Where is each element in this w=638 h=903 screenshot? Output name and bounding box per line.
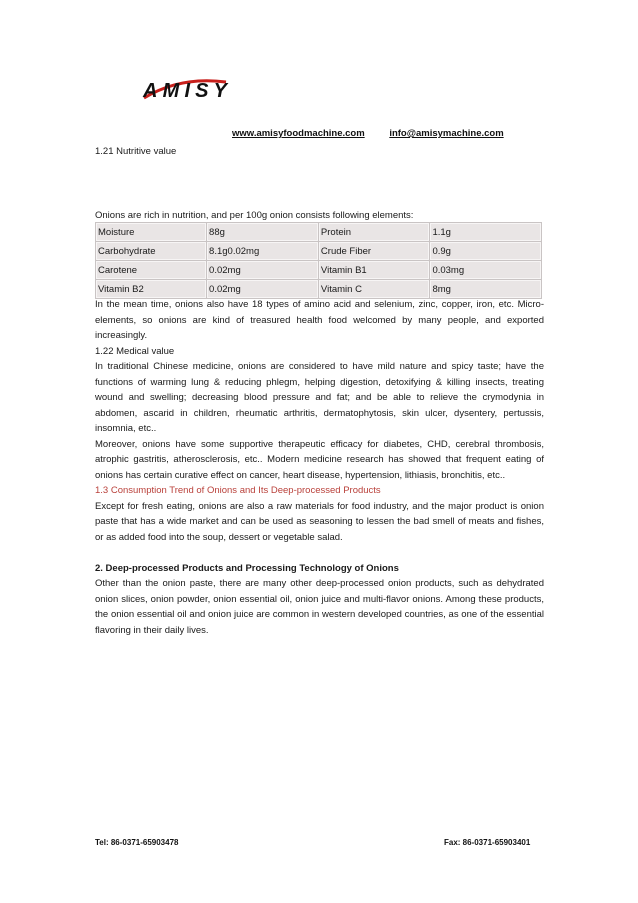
paragraph-consumption: Except for fresh eating, onions are also a raw materials for food industry, and the major product is onion paste that has a wide market and can be used as seasoning to lessen the bad smell of meats and fishes, or as added food into the soup, dessert or vegetable salad. [95,500,544,543]
website-link[interactable]: www.amisyfoodmachine.com [232,128,365,139]
email-link[interactable]: info@amisymachine.com [389,128,504,139]
nutrition-intro-text: Onions are rich in nutrition, and per 100g onion consists following elements: [95,210,414,221]
table-row [96,242,542,261]
table-cell: Carbohydrate [96,242,207,261]
nutrition-table [95,222,542,299]
table-cell: Protein [318,223,430,242]
section-title-deep-processed: 2. Deep-processed Products and Processing Technology of Onions [95,562,399,574]
footer-fax: Fax: 86-0371-65903401 [444,838,531,847]
table-cell: 8.1g0.02mg [207,242,319,261]
table-cell: Vitamin C [318,280,430,299]
logo-wordmark: AMISY [143,80,227,102]
paragraph-micro-elements: In the mean time, onions also have 18 types of amino acid and selenium, zinc, copper, iron, etc. Micro-elements, so onions are kind of treasured health food welcomed by many people, and exported increasingly. [95,299,544,341]
section-title-nutritive-value: 1.21 Nutritive value [95,146,177,157]
table-row [96,223,542,242]
section-title-medical-value: 1.22 Medical value [95,345,175,357]
paragraph-chinese-medicine: In traditional Chinese medicine, onions are considered to have mild nature and spicy taste; have the functions of warming lung & reducing phlegm, helping digestion, detoxifying & killing insects, treating wound and swelling; decreasing blood pressure and fat; and be able to relieve the crymodynia in abdomen, ascarid in children, rheumatic arthritis, dermatophytosis, skin ulcer, dysentery, pertussis, insomnia, etc.. [95,361,544,434]
header-contact-links [232,128,504,139]
table-cell: Carotene [96,261,207,280]
body-text [95,297,544,638]
table-row [96,280,542,299]
amisy-logo [140,72,232,104]
section-title-consumption-trend: 1.3 Consumption Trend of Onions and Its Deep-processed Products [95,485,381,496]
table-cell: Vitamin B2 [96,280,207,299]
table-cell: 8mg [430,280,542,299]
table-cell: 0.02mg [207,261,319,280]
table-cell: Vitamin B1 [318,261,430,280]
paragraph-deep-processed: Other than the onion paste, there are many other deep-processed onion products, such as dehydrated onion slices, onion powder, onion essential oil, onion juice and multi-flavor onions. Among these products, the onion essential oil and onion juice are common in western developed countries, as one of the essential flavoring in their daily lives. [95,578,544,636]
table-cell: Crude Fiber [318,242,430,261]
table-cell: 1.1g [430,223,542,242]
table-cell: 0.03mg [430,261,542,280]
paragraph-spacer [95,545,544,561]
table-row [96,261,542,280]
table-cell: 88g [207,223,319,242]
table-cell: 0.9g [430,242,542,261]
paragraph-therapeutic-efficacy: Moreover, onions have some supportive therapeutic efficacy for diabetes, CHD, cerebral thrombosis, atrophic gastritis, atherosclerosis, etc.. Modern medicine research has showed that frequent eating of onions has certain curative effect on cancer, heart disease, hypertension, lithiasis, bronchitis, etc.. [95,438,544,481]
table-cell: 0.02mg [207,280,319,299]
table-cell: Moisture [96,223,207,242]
footer-telephone: Tel: 86-0371-65903478 [95,838,179,847]
